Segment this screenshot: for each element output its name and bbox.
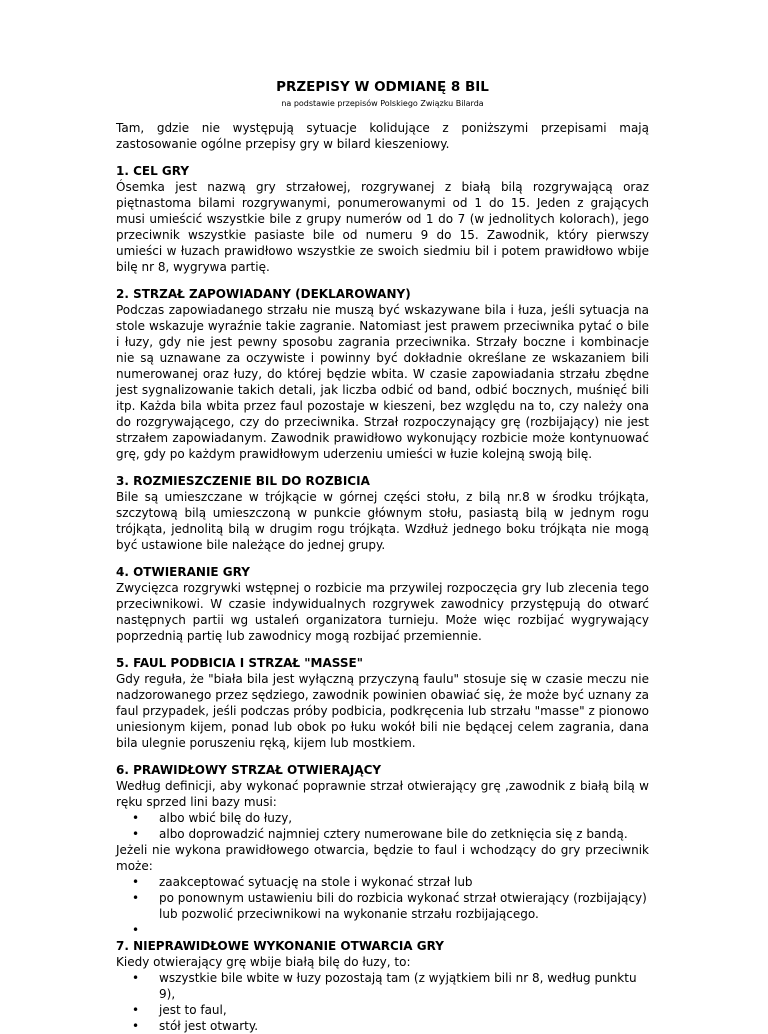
- list-item: • po ponownym ustawieniu bili do rozbicia wykonać strzał otwierający (rozbijający) lub pozwolić przeciwnikowi na wykonanie strzału rozbijającego.: [116, 890, 649, 922]
- list-item: • albo wbić bilę do łuzy,: [116, 810, 649, 826]
- list-item: • albo doprowadzić najmniej cztery numerowane bile do zetknięcia się z bandą.: [116, 826, 649, 842]
- section-text: Podczas zapowiadanego strzału nie muszą być wskazywane bila i łuza, jeśli sytuacja na stole wskazuje wyraźnie takie zagranie. Natomiast jest prawem przeciwnika pytać o bile i łuzy, gdy nie jest pewny sposobu zagrania przeciwnika. Strzały boczne i kombinacje nie są uznawane za oczywiste i powinny być dokładnie określane ze wskazaniem bili numerowanej oraz łuzy, do której będzie wbita. W czasie zapowiadania strzału zbędne jest sygnalizowanie takich detali, jak liczba odbić od band, odbić bocznych, muśnięć bili itp. Każda bila wbita przez faul pozostaje w kieszeni, bez względu na to, czy należy ona do rozgrywającego, czy do przeciwnika. Strzał rozpoczynający grę (rozbijający) nie jest strzałem zapowiadanym. Zawodnik prawidłowo wykonujący rozbicie może kontynuować grę, gdy po każdym prawidłowym uderzeniu umieści w łuzie kolejną swoją bilę.: [116, 303, 649, 461]
- section-faul-podbicia: [116, 655, 649, 751]
- section-heading: 7. NIEPRAWIDŁOWE WYKONANIE OTWARCIA GRY: [116, 939, 444, 953]
- list-item: • jest to faul,: [116, 1002, 649, 1018]
- section-text: Ósemka jest nazwą gry strzałowej, rozgrywanej z białą bilą rozgrywającą oraz piętnastoma bilami rozgrywanymi, ponumerowanymi od 1 do 15. Jeden z grających musi umieścić wszystkie bile z grupy numerów od 1 do 7 (w jednolitych kolorach), jego przeciwnik wszystkie pasiaste bile od numeru 9 do 15. Zawodnik, który pierwszy umieści w łuzach prawidłowo wszystkie ze swoich siedmiu bil i potem prawidłowo wbije bilę nr 8, wygrywa partię.: [116, 180, 649, 274]
- section-text: Według definicji, aby wykonać poprawnie strzał otwierający grę ,zawodnik z białą bilą w ręku sprzed lini bazy musi:: [116, 779, 649, 809]
- section-text: Gdy reguła, że "biała bila jest wyłączną przyczyną faulu" stosuje się w czasie meczu nie nadzorowanego przez sędziego, zawodnik powinien obawiać się, że może być uznany za faul przypadek, jeśli podczas próby podbicia, podkręcenia lub strzału "masse" z pionowo uniesionym kijem, ponad lub obok po łuku wokół bili nie będącej celem zagrania, dana bila ulegnie poruszeniu ręką, kijem lub mostkiem.: [116, 672, 649, 750]
- section-prawidlowy-strzal: [116, 762, 649, 938]
- list-item: • stół jest otwarty.: [116, 1018, 649, 1034]
- section-heading: 1. CEL GRY: [116, 164, 190, 178]
- document-subtitle: na podstawie przepisów Polskiego Związku Bilarda: [281, 99, 484, 108]
- section-heading: 2. STRZAŁ ZAPOWIADANY (DEKLAROWANY): [116, 287, 411, 301]
- section-text: Jeżeli nie wykona prawidłowego otwarcia, będzie to faul i wchodzący do gry przeciwnik może:: [116, 843, 649, 873]
- section-heading: 6. PRAWIDŁOWY STRZAŁ OTWIERAJĄCY: [116, 763, 382, 777]
- bullet-list: [116, 970, 649, 1034]
- section-heading: 4. OTWIERANIE GRY: [116, 565, 250, 579]
- bullet-list: [116, 810, 649, 842]
- list-item: • wszystkie bile wbite w łuzy pozostają tam (z wyjątkiem bili nr 8, według punktu 9),: [116, 970, 649, 1002]
- section-text: Bile są umieszczane w trójkącie w górnej części stołu, z bilą nr.8 w środku trójkąta, szczytową bilą umieszczoną w punkcie głównym stołu, pasiastą bilą w jednym rogu trójkąta, jednolitą bilą w drugim rogu trójkąta. Wzdłuż jednego boku trójkąta nie mogą być ustawione bile należące do jednej grupy.: [116, 490, 649, 552]
- section-text: Kiedy otwierający grę wbije białą bilę do łuzy, to:: [116, 955, 411, 969]
- section-strzal-zapowiadany: [116, 286, 649, 462]
- section-heading: 3. ROZMIESZCZENIE BIL DO ROZBICIA: [116, 474, 370, 488]
- section-nieprawidlowe-otwarcie: [116, 938, 649, 1034]
- intro-paragraph: Tam, gdzie nie występują sytuacje kolidujące z poniższymi przepisami mają zastosowanie ogólne przepisy gry w bilard kieszeniowy.: [116, 121, 649, 151]
- document-title: PRZEPISY W ODMIANĘ 8 BIL: [276, 79, 489, 95]
- document-page: [116, 78, 649, 1034]
- bullet-list: [116, 874, 649, 938]
- section-heading: 5. FAUL PODBICIA I STRZAŁ "MASSE": [116, 656, 363, 670]
- list-item: • zaakceptować sytuację na stole i wykonać strzał lub: [116, 874, 649, 890]
- list-item-empty: [116, 922, 649, 938]
- section-text: Zwycięzca rozgrywki wstępnej o rozbicie ma przywilej rozpoczęcia gry lub zlecenia tego przeciwnikowi. W czasie indywidualnych rozgrywek zawodnicy przystępują do otwarć następnych partii wg ustaleń organizatora turnieju. Może więc rozbijać wygrywający poprzednią partię lub zawodnicy mogą rozbijać przemiennie.: [116, 581, 649, 643]
- section-cel-gry: [116, 163, 649, 275]
- section-rozmieszczenie-bil: [116, 473, 649, 553]
- section-otwieranie-gry: [116, 564, 649, 644]
